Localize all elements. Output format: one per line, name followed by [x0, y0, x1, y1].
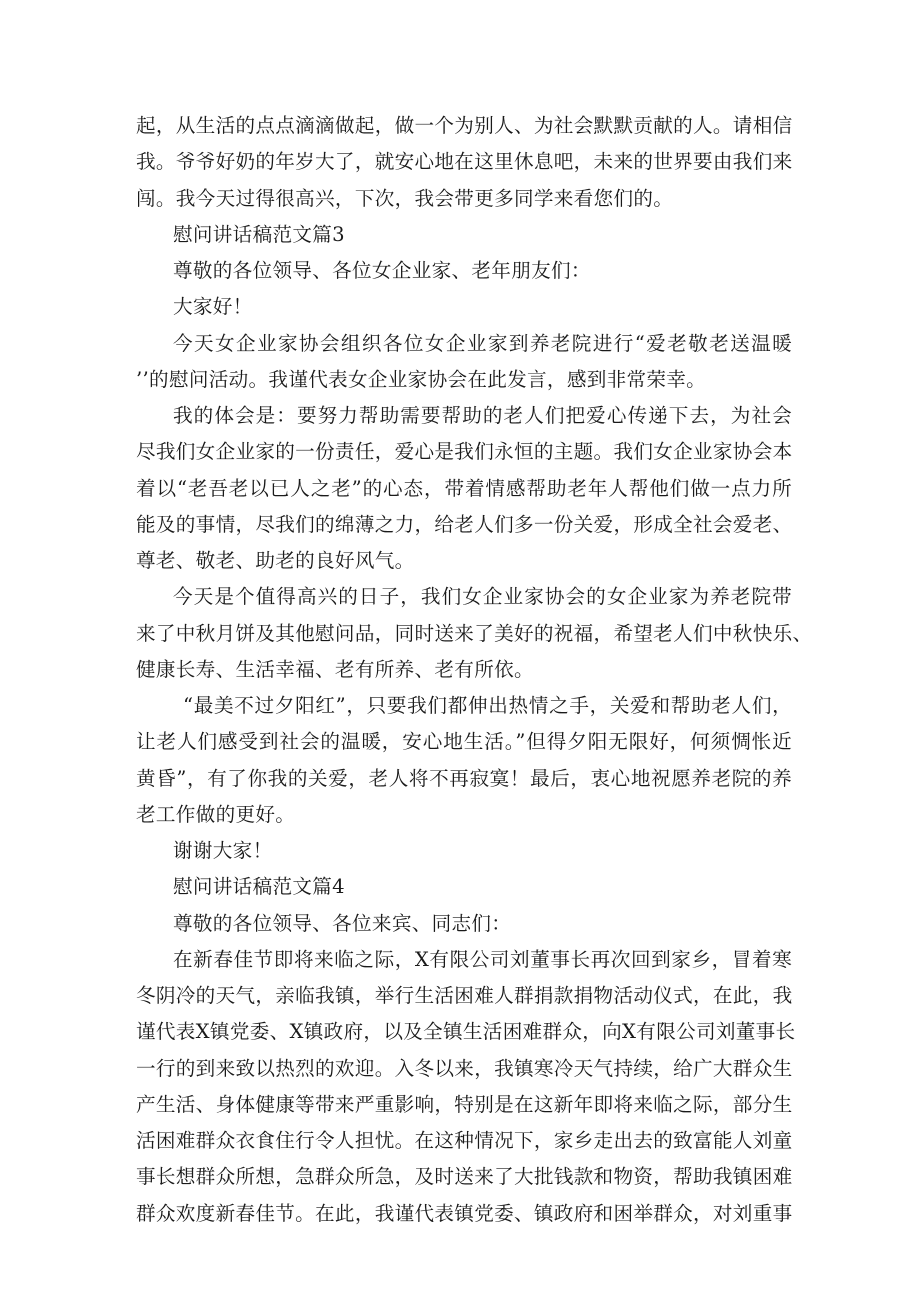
text-line: 闯。我今天过得很高兴，下次，我会带更多同学来看您们的。 [136, 186, 674, 210]
text-line: 活困难群众衣食住行令人担忧。在这种情况下，家乡走出去的致富能人刘童 [136, 1129, 793, 1152]
text-line: 尊老、敬老、助老的良好风气。 [136, 549, 415, 572]
text-line: 能及的事情，尽我们的绵薄之力，给老人们多一份关爱，形成全社会爱老、 [136, 512, 793, 536]
text-line: 尊敬的各位领导、各位来宾、同志们： [173, 911, 512, 935]
text-line: 今天是个值得高兴的日子，我们女企业家协会的女企业家为养老院带 [173, 585, 792, 609]
text-line: 黄昏”，有了你我的关爱，老人将不再寂寞！最后，衷心地祝愿养老院的养 [136, 766, 792, 790]
text-line: 事长想群众所想，急群众所急，及时送来了大批钱款和物资，帮助我镇困难 [136, 1165, 793, 1189]
text-line: 慰问讲话稿范文篇3 [173, 222, 345, 246]
text-line: 我。爷爷好奶的年岁大了，就安心地在这里休息吧，未来的世界要由我们来 [136, 150, 793, 174]
text-line: 在新春佳节即将来临之际，X有限公司刘董事长再次回到家乡，冒着寒 [173, 947, 792, 971]
text-line: “最美不过夕阳红”，只要我们都伸出热情之手，关爱和帮助老人们， [183, 694, 792, 717]
text-line: 群众欢度新春佳节。在此，我谨代表镇党委、镇政府和困举群众，对刘重事 [136, 1201, 793, 1225]
text-line: 冬阴冷的天气，亲临我镇，举行生活困难人群捐款捐物活动仪式，在此，我 [136, 984, 793, 1007]
text-line: 产生活、身体健康等带来严重影响，特别是在这新年即将来临之际，部分生 [136, 1092, 793, 1116]
text-line: 让老人们感受到社会的温暖，安心地生活。”但得夕阳无限好，何须惆怅近 [136, 730, 792, 754]
text-line: 尊敬的各位领导、各位女企业家、老年朋友们： [173, 259, 591, 282]
text-line: 谨代表X镇党委、X镇政府，以及全镇生活困难群众，向X有限公司刘董事长 [136, 1020, 796, 1044]
text-line: 我的体会是：要努力帮助需要帮助的老人们把爱心传递下去，为社会 [173, 404, 792, 427]
text-line: 大家好！ [173, 295, 253, 319]
text-line: 着以“老吾老以已人之老”的心态，带着情感帮助老年人帮他们做一点力所 [136, 476, 792, 500]
text-line: 健康长寿、生活幸福、老有所养、老有所依。 [136, 657, 534, 681]
text-line: 老工作做的更好。 [136, 802, 296, 826]
text-line: 今天女企业家协会组织各位女企业家到养老院进行“爱老敬老送温暖 [173, 331, 793, 355]
text-line: 来了中秋月饼及其他慰问品，同时送来了美好的祝福，希望老人们中秋快乐、 [136, 621, 813, 645]
text-line: 起，从生活的点点滴滴做起，做一个为别人、为社会默默贡献的人。请相信 [136, 114, 793, 137]
text-line: 谢谢大家！ [173, 839, 273, 862]
text-line: 尽我们女企业家的一份责任，爱心是我们永恒的主题。我们女企业家协会本 [136, 440, 793, 464]
text-line: 一行的到来致以热烈的欢迎。入冬以来，我镇寒冷天气持续，给广大群众生 [136, 1056, 793, 1080]
text-line: 慰问讲话稿范文篇4 [173, 875, 345, 899]
text-line: ’’的慰问活动。我谨代表女企业家协会在此发言，感到非常荣幸。 [136, 367, 707, 391]
document-body [136, 108, 813, 1232]
